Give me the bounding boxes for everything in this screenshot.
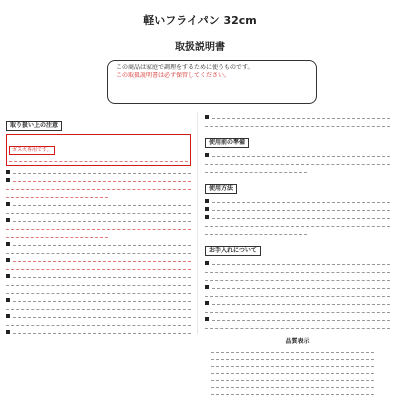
section-heading-caution: 取り扱い上の注意 — [6, 121, 62, 131]
caution-text — [13, 218, 191, 222]
list-item — [6, 184, 191, 191]
list-item — [6, 192, 191, 199]
bullet-icon — [6, 170, 10, 174]
caution-text — [6, 322, 191, 326]
list-item — [205, 275, 390, 282]
caution-text — [13, 242, 191, 246]
care-text — [205, 293, 390, 297]
caution-text — [6, 194, 108, 198]
list-item — [6, 304, 191, 311]
quality-heading: 品質表示 — [285, 338, 310, 345]
list-item — [6, 248, 191, 255]
prep-text — [205, 161, 390, 165]
section-heading-usage: 使用方法 — [205, 184, 237, 194]
care-text — [205, 333, 307, 335]
bullet-icon — [205, 261, 209, 265]
quality-row — [211, 376, 374, 381]
list-item — [205, 283, 390, 290]
caution-text — [6, 306, 191, 310]
quality-row — [211, 348, 374, 353]
list-item — [205, 291, 390, 298]
bullet-icon — [205, 207, 209, 211]
usage-text — [212, 199, 390, 203]
section-heading-prep: 使用前の準備 — [205, 138, 249, 148]
caution-text — [13, 178, 191, 182]
list-item — [6, 200, 191, 207]
quality-row — [211, 362, 374, 367]
usage-text — [212, 207, 390, 211]
list-item — [6, 224, 191, 231]
care-text — [205, 269, 390, 273]
left-column — [6, 112, 191, 334]
important-notice-box — [107, 60, 317, 104]
bullet-icon — [6, 314, 10, 318]
usage-text — [205, 223, 390, 227]
caution-text — [6, 186, 191, 190]
list-item — [6, 312, 191, 319]
quality-row — [211, 355, 374, 360]
list-item — [6, 216, 191, 223]
quality-label-table — [205, 338, 390, 398]
list-item — [205, 307, 390, 314]
list-item — [205, 197, 390, 204]
list-item — [6, 288, 191, 295]
bullet-icon — [205, 153, 209, 157]
bullet-icon — [6, 274, 10, 278]
list-item — [205, 151, 390, 158]
caution-text — [6, 290, 191, 294]
bullet-icon — [6, 218, 10, 222]
list-item — [6, 256, 191, 263]
usage-text — [212, 215, 390, 219]
care-text — [205, 309, 390, 313]
caution-text — [13, 170, 191, 174]
bullet-icon — [205, 285, 209, 289]
list-item — [6, 176, 191, 183]
list-item — [205, 331, 390, 334]
column-divider — [197, 112, 198, 334]
bullet-icon — [205, 317, 209, 321]
list-item — [205, 167, 390, 174]
caution-text — [13, 258, 191, 262]
section-heading-care: お手入れについて — [205, 246, 261, 256]
caution-text — [13, 274, 191, 278]
manual-heading: 取扱説明書 — [175, 42, 225, 53]
caution-text — [13, 202, 191, 206]
product-title: 軽いフライパン 32cm — [143, 14, 257, 27]
list-item — [205, 121, 390, 128]
list-item — [205, 221, 390, 228]
gas-only-label: ガス火専用です。 — [9, 146, 55, 155]
list-item — [205, 113, 390, 120]
bullet-icon — [6, 258, 10, 262]
bullet-icon — [205, 115, 209, 119]
bullet-icon — [6, 242, 10, 246]
caution-text — [6, 266, 191, 270]
care-text — [205, 325, 390, 329]
caution-text — [13, 330, 191, 334]
list-item — [6, 240, 191, 247]
bullet-icon — [6, 330, 10, 334]
caution-text — [6, 210, 191, 214]
care-text — [212, 301, 390, 305]
list-item — [6, 328, 191, 334]
quality-row — [211, 369, 374, 374]
gas-only-warning — [6, 134, 191, 166]
bullet-icon — [205, 199, 209, 203]
caution-text — [205, 123, 390, 127]
list-item — [205, 267, 390, 274]
list-item — [6, 264, 191, 271]
caution-text — [6, 282, 191, 286]
quality-row — [211, 383, 374, 388]
care-text — [212, 317, 390, 321]
list-item — [6, 320, 191, 327]
list-item — [6, 272, 191, 279]
caution-text — [6, 226, 191, 230]
care-text — [212, 285, 390, 289]
bullet-icon — [205, 215, 209, 219]
list-item — [6, 232, 191, 239]
list-item — [205, 323, 390, 330]
list-item — [6, 208, 191, 215]
list-item — [6, 168, 191, 175]
caution-text — [9, 158, 188, 162]
quality-row — [211, 390, 374, 395]
notice-line-5: この取扱説明書は必ず保管してください。 — [116, 72, 231, 79]
caution-text — [13, 314, 191, 318]
bullet-icon — [205, 301, 209, 305]
usage-text — [205, 231, 307, 235]
list-item — [205, 259, 390, 266]
caution-text — [13, 298, 191, 302]
caution-text — [6, 250, 191, 254]
caution-text — [6, 234, 108, 238]
caution-text — [212, 115, 390, 119]
care-text — [205, 277, 390, 281]
bullet-icon — [6, 298, 10, 302]
list-item — [205, 315, 390, 322]
care-text — [212, 261, 390, 265]
list-item — [9, 156, 188, 163]
prep-text — [205, 169, 307, 173]
list-item — [6, 296, 191, 303]
prep-text — [212, 153, 390, 157]
bullet-icon — [6, 202, 10, 206]
list-item — [205, 159, 390, 166]
bullet-icon — [6, 178, 10, 182]
list-item — [205, 299, 390, 306]
list-item — [205, 213, 390, 220]
right-column — [205, 112, 390, 334]
list-item — [205, 229, 390, 236]
list-item — [205, 205, 390, 212]
list-item — [6, 280, 191, 287]
notice-line-1: この商品は家庭で調理をするために使うものです。 — [116, 64, 254, 71]
